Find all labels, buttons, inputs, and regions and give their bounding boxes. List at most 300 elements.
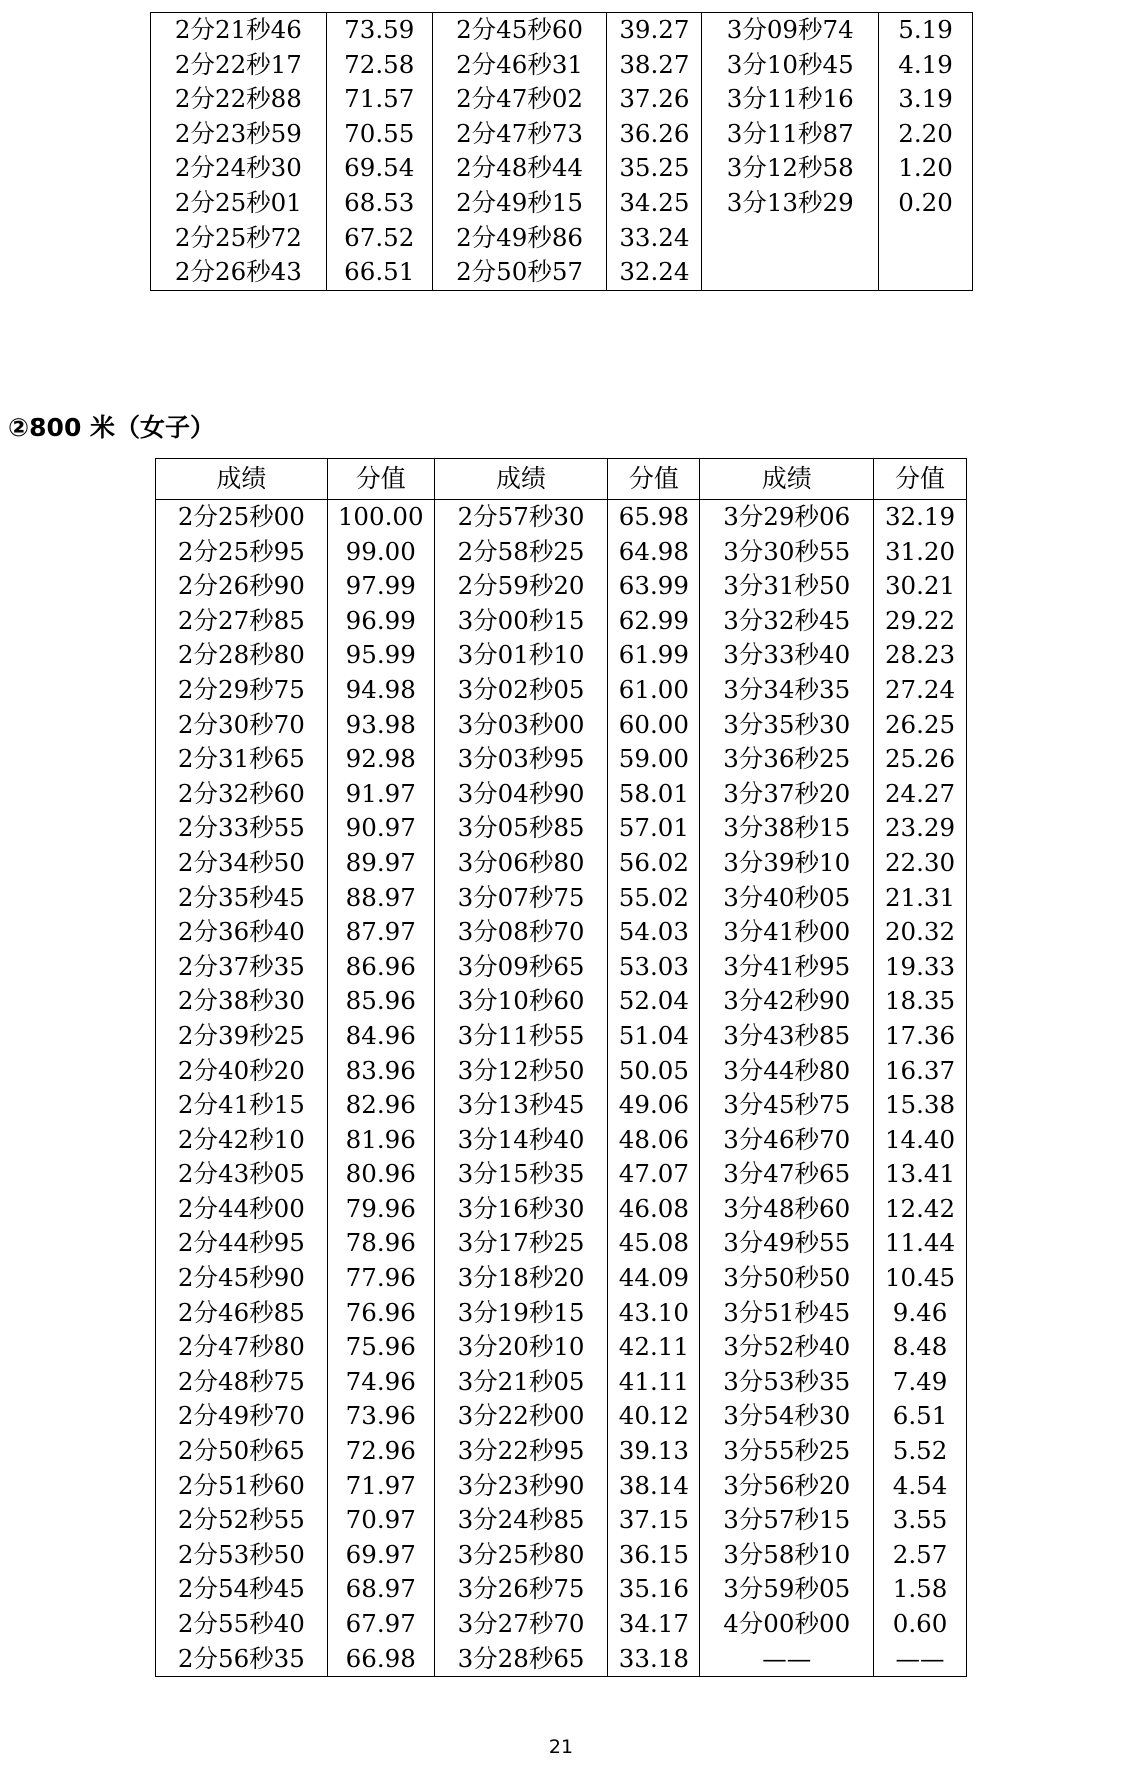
points-cell: 96.99 (327, 604, 434, 639)
table-row (156, 1607, 967, 1642)
points-cell: 16.37 (874, 1054, 967, 1089)
time-cell (702, 221, 879, 256)
header-points: 分值 (608, 459, 700, 500)
points-cell: 43.10 (608, 1296, 700, 1331)
points-cell: 92.98 (327, 742, 434, 777)
time-cell: 2分26秒90 (156, 569, 328, 604)
table-row (156, 1330, 967, 1365)
time-cell: 3分00秒15 (434, 604, 608, 639)
points-cell: 72.58 (326, 48, 432, 83)
time-cell: 3分41秒95 (700, 950, 874, 985)
points-cell: 51.04 (608, 1019, 700, 1054)
points-cell: 100.00 (327, 500, 434, 535)
points-cell: 94.98 (327, 673, 434, 708)
points-cell: 61.99 (608, 638, 700, 673)
points-cell: 69.97 (327, 1538, 434, 1573)
table-row (156, 708, 967, 743)
time-cell: 3分06秒80 (434, 846, 608, 881)
points-cell: 67.52 (326, 221, 432, 256)
time-cell: 2分50秒57 (432, 255, 607, 290)
time-cell: 3分37秒20 (700, 777, 874, 812)
time-cell: 3分47秒65 (700, 1157, 874, 1192)
points-cell: 37.15 (608, 1503, 700, 1538)
points-cell: 6.51 (874, 1399, 967, 1434)
time-cell: 3分42秒90 (700, 984, 874, 1019)
table-row (156, 984, 967, 1019)
time-cell: 3分41秒00 (700, 915, 874, 950)
points-cell: 95.99 (327, 638, 434, 673)
time-cell: 3分03秒00 (434, 708, 608, 743)
points-cell: 79.96 (327, 1192, 434, 1227)
points-cell: —— (874, 1642, 967, 1677)
table-row (156, 1399, 967, 1434)
time-cell: 3分53秒35 (700, 1365, 874, 1400)
points-cell: 36.15 (608, 1538, 700, 1573)
points-cell: 93.98 (327, 708, 434, 743)
time-cell (702, 255, 879, 290)
table-row (156, 1503, 967, 1538)
time-cell: 2分49秒86 (432, 221, 607, 256)
points-cell (879, 255, 973, 290)
table-row (151, 186, 973, 221)
points-cell: 1.20 (879, 151, 973, 186)
points-cell: 20.32 (874, 915, 967, 950)
points-cell: 39.27 (607, 13, 702, 48)
time-cell: 2分33秒55 (156, 811, 328, 846)
table-row (156, 500, 967, 535)
time-cell: 3分07秒75 (434, 881, 608, 916)
points-cell (879, 221, 973, 256)
time-cell: 3分13秒45 (434, 1088, 608, 1123)
time-cell: 3分20秒10 (434, 1330, 608, 1365)
time-cell: 3分51秒45 (700, 1296, 874, 1331)
points-cell: 31.20 (874, 535, 967, 570)
time-cell: 3分09秒74 (702, 13, 879, 48)
time-cell: 2分48秒44 (432, 151, 607, 186)
points-cell: 2.57 (874, 1538, 967, 1573)
table-row (156, 950, 967, 985)
time-cell: 3分32秒45 (700, 604, 874, 639)
table-row (151, 48, 973, 83)
points-cell: 28.23 (874, 638, 967, 673)
time-cell: 2分49秒70 (156, 1399, 328, 1434)
time-cell: 3分43秒85 (700, 1019, 874, 1054)
table-row (156, 535, 967, 570)
points-cell: 3.19 (879, 82, 973, 117)
table-row (156, 742, 967, 777)
time-cell: 3分17秒25 (434, 1226, 608, 1261)
header-points: 分值 (874, 459, 967, 500)
points-cell: 68.97 (327, 1572, 434, 1607)
time-cell: 2分32秒60 (156, 777, 328, 812)
time-cell: 2分43秒05 (156, 1157, 328, 1192)
header-score: 成绩 (434, 459, 608, 500)
points-cell: 5.19 (879, 13, 973, 48)
time-cell: 2分41秒15 (156, 1088, 328, 1123)
section-title: ②800 米（女子） (8, 413, 216, 442)
points-cell: 66.98 (327, 1642, 434, 1677)
points-cell: 78.96 (327, 1226, 434, 1261)
time-cell: 2分38秒30 (156, 984, 328, 1019)
time-cell: 2分44秒00 (156, 1192, 328, 1227)
time-cell: 2分23秒59 (151, 117, 327, 152)
time-cell: 3分11秒55 (434, 1019, 608, 1054)
time-cell: 2分25秒95 (156, 535, 328, 570)
points-cell: 42.11 (608, 1330, 700, 1365)
time-cell: 2分34秒50 (156, 846, 328, 881)
time-cell: 3分28秒65 (434, 1642, 608, 1677)
time-cell: 2分47秒80 (156, 1330, 328, 1365)
table-row (156, 638, 967, 673)
points-cell: 77.96 (327, 1261, 434, 1296)
points-cell: 61.00 (608, 673, 700, 708)
points-cell: 36.26 (607, 117, 702, 152)
points-cell: 4.19 (879, 48, 973, 83)
time-cell: 3分56秒20 (700, 1469, 874, 1504)
points-cell: 13.41 (874, 1157, 967, 1192)
time-cell: 2分35秒45 (156, 881, 328, 916)
points-cell: 19.33 (874, 950, 967, 985)
table-row (151, 151, 973, 186)
time-cell: 2分26秒43 (151, 255, 327, 290)
points-cell: 58.01 (608, 777, 700, 812)
time-cell: 3分52秒40 (700, 1330, 874, 1365)
table-row (156, 1054, 967, 1089)
time-cell: 2分44秒95 (156, 1226, 328, 1261)
table-row (156, 1572, 967, 1607)
time-cell: 3分22秒00 (434, 1399, 608, 1434)
table-row (156, 811, 967, 846)
points-cell: 34.17 (608, 1607, 700, 1642)
points-cell: 22.30 (874, 846, 967, 881)
time-cell: 3分34秒35 (700, 673, 874, 708)
table-row (156, 1088, 967, 1123)
points-cell: 82.96 (327, 1088, 434, 1123)
time-cell: 3分55秒25 (700, 1434, 874, 1469)
table-row (156, 1642, 967, 1677)
time-cell: 3分46秒70 (700, 1123, 874, 1158)
points-cell: 33.24 (607, 221, 702, 256)
time-cell: 2分59秒20 (434, 569, 608, 604)
time-cell: 4分00秒00 (700, 1607, 874, 1642)
points-cell: 17.36 (874, 1019, 967, 1054)
score-table-continued-body (151, 13, 973, 291)
time-cell: 2分47秒02 (432, 82, 607, 117)
time-cell: 2分58秒25 (434, 535, 608, 570)
points-cell: 30.21 (874, 569, 967, 604)
time-cell: 2分29秒75 (156, 673, 328, 708)
time-cell: 3分54秒30 (700, 1399, 874, 1434)
points-cell: 47.07 (608, 1157, 700, 1192)
points-cell: 4.54 (874, 1469, 967, 1504)
time-cell: 2分52秒55 (156, 1503, 328, 1538)
points-cell: 12.42 (874, 1192, 967, 1227)
table-row (151, 117, 973, 152)
points-cell: 3.55 (874, 1503, 967, 1538)
time-cell: 2分21秒46 (151, 13, 327, 48)
points-cell: 81.96 (327, 1123, 434, 1158)
time-cell: 3分11秒87 (702, 117, 879, 152)
table-row (156, 1123, 967, 1158)
time-cell: 2分37秒35 (156, 950, 328, 985)
points-cell: 0.60 (874, 1607, 967, 1642)
time-cell: 3分29秒06 (700, 500, 874, 535)
points-cell: 32.24 (607, 255, 702, 290)
time-cell: 2分46秒31 (432, 48, 607, 83)
points-cell: 69.54 (326, 151, 432, 186)
points-cell: 67.97 (327, 1607, 434, 1642)
time-cell: 2分30秒70 (156, 708, 328, 743)
points-cell: 14.40 (874, 1123, 967, 1158)
time-cell: 3分23秒90 (434, 1469, 608, 1504)
time-cell: 3分05秒85 (434, 811, 608, 846)
points-cell: 84.96 (327, 1019, 434, 1054)
time-cell: 2分46秒85 (156, 1296, 328, 1331)
time-cell: 3分44秒80 (700, 1054, 874, 1089)
time-cell: 2分45秒90 (156, 1261, 328, 1296)
header-points: 分值 (327, 459, 434, 500)
points-cell: 62.99 (608, 604, 700, 639)
table-row (151, 255, 973, 290)
points-cell: 32.19 (874, 500, 967, 535)
points-cell: 76.96 (327, 1296, 434, 1331)
points-cell: 50.05 (608, 1054, 700, 1089)
time-cell: 3分12秒50 (434, 1054, 608, 1089)
time-cell: 2分47秒73 (432, 117, 607, 152)
points-cell: 63.99 (608, 569, 700, 604)
header-score: 成绩 (156, 459, 328, 500)
points-cell: 2.20 (879, 117, 973, 152)
time-cell: 3分49秒55 (700, 1226, 874, 1261)
points-cell: 49.06 (608, 1088, 700, 1123)
time-cell: 2分36秒40 (156, 915, 328, 950)
time-cell: 3分13秒29 (702, 186, 879, 221)
points-cell: 53.03 (608, 950, 700, 985)
table-row (156, 1192, 967, 1227)
points-cell: 56.02 (608, 846, 700, 881)
points-cell: 1.58 (874, 1572, 967, 1607)
time-cell: 2分57秒30 (434, 500, 608, 535)
points-cell: 35.25 (607, 151, 702, 186)
time-cell: 2分28秒80 (156, 638, 328, 673)
time-cell: 3分40秒05 (700, 881, 874, 916)
points-cell: 57.01 (608, 811, 700, 846)
points-cell: 90.97 (327, 811, 434, 846)
points-cell: 29.22 (874, 604, 967, 639)
points-cell: 73.96 (327, 1399, 434, 1434)
points-cell: 10.45 (874, 1261, 967, 1296)
time-cell: 3分16秒30 (434, 1192, 608, 1227)
points-cell: 24.27 (874, 777, 967, 812)
points-cell: 48.06 (608, 1123, 700, 1158)
time-cell: 3分58秒10 (700, 1538, 874, 1573)
score-table-800m-women-body (156, 500, 967, 1677)
time-cell: 3分02秒05 (434, 673, 608, 708)
points-cell: 54.03 (608, 915, 700, 950)
points-cell: 40.12 (608, 1399, 700, 1434)
points-cell: 55.02 (608, 881, 700, 916)
time-cell: 2分25秒72 (151, 221, 327, 256)
time-cell: 3分36秒25 (700, 742, 874, 777)
time-cell: 3分59秒05 (700, 1572, 874, 1607)
points-cell: 86.96 (327, 950, 434, 985)
points-cell: 99.00 (327, 535, 434, 570)
table-row (151, 82, 973, 117)
time-cell: 2分48秒75 (156, 1365, 328, 1400)
time-cell: 3分08秒70 (434, 915, 608, 950)
points-cell: 27.24 (874, 673, 967, 708)
time-cell: 2分22秒88 (151, 82, 327, 117)
time-cell: 3分10秒60 (434, 984, 608, 1019)
table-row (156, 673, 967, 708)
points-cell: 71.57 (326, 82, 432, 117)
points-cell: 44.09 (608, 1261, 700, 1296)
points-cell: 8.48 (874, 1330, 967, 1365)
time-cell: 3分33秒40 (700, 638, 874, 673)
time-cell: 3分19秒15 (434, 1296, 608, 1331)
time-cell: 2分50秒65 (156, 1434, 328, 1469)
table-row (156, 1296, 967, 1331)
points-cell: 46.08 (608, 1192, 700, 1227)
time-cell: 3分35秒30 (700, 708, 874, 743)
points-cell: 9.46 (874, 1296, 967, 1331)
points-cell: 59.00 (608, 742, 700, 777)
table-row (156, 777, 967, 812)
header-score: 成绩 (700, 459, 874, 500)
table-row (156, 881, 967, 916)
time-cell: 2分25秒00 (156, 500, 328, 535)
time-cell: 3分30秒55 (700, 535, 874, 570)
time-cell: —— (700, 1642, 874, 1677)
time-cell: 2分40秒20 (156, 1054, 328, 1089)
points-cell: 87.97 (327, 915, 434, 950)
score-table-continued (150, 12, 973, 291)
points-cell: 66.51 (326, 255, 432, 290)
table-row (156, 1469, 967, 1504)
points-cell: 65.98 (608, 500, 700, 535)
points-cell: 34.25 (607, 186, 702, 221)
time-cell: 3分26秒75 (434, 1572, 608, 1607)
points-cell: 97.99 (327, 569, 434, 604)
time-cell: 2分55秒40 (156, 1607, 328, 1642)
points-cell: 25.26 (874, 742, 967, 777)
time-cell: 2分27秒85 (156, 604, 328, 639)
time-cell: 3分48秒60 (700, 1192, 874, 1227)
table-row (156, 1261, 967, 1296)
points-cell: 23.29 (874, 811, 967, 846)
points-cell: 38.14 (608, 1469, 700, 1504)
points-cell: 73.59 (326, 13, 432, 48)
points-cell: 91.97 (327, 777, 434, 812)
points-cell: 85.96 (327, 984, 434, 1019)
points-cell: 74.96 (327, 1365, 434, 1400)
time-cell: 3分18秒20 (434, 1261, 608, 1296)
points-cell: 5.52 (874, 1434, 967, 1469)
table-row (156, 1157, 967, 1192)
points-cell: 41.11 (608, 1365, 700, 1400)
time-cell: 3分09秒65 (434, 950, 608, 985)
time-cell: 2分49秒15 (432, 186, 607, 221)
points-cell: 11.44 (874, 1226, 967, 1261)
points-cell: 52.04 (608, 984, 700, 1019)
points-cell: 38.27 (607, 48, 702, 83)
table-row (156, 604, 967, 639)
time-cell: 3分14秒40 (434, 1123, 608, 1158)
points-cell: 7.49 (874, 1365, 967, 1400)
table-row (156, 915, 967, 950)
time-cell: 2分51秒60 (156, 1469, 328, 1504)
time-cell: 3分50秒50 (700, 1261, 874, 1296)
time-cell: 3分24秒85 (434, 1503, 608, 1538)
table-row (156, 1226, 967, 1261)
time-cell: 3分04秒90 (434, 777, 608, 812)
table-row (156, 1538, 967, 1573)
points-cell: 68.53 (326, 186, 432, 221)
points-cell: 83.96 (327, 1054, 434, 1089)
time-cell: 3分39秒10 (700, 846, 874, 881)
points-cell: 45.08 (608, 1226, 700, 1261)
time-cell: 2分56秒35 (156, 1642, 328, 1677)
time-cell: 3分22秒95 (434, 1434, 608, 1469)
time-cell: 3分27秒70 (434, 1607, 608, 1642)
time-cell: 3分15秒35 (434, 1157, 608, 1192)
points-cell: 35.16 (608, 1572, 700, 1607)
time-cell: 3分25秒80 (434, 1538, 608, 1573)
page-number: 21 (548, 1736, 574, 1758)
table-row (151, 221, 973, 256)
points-cell: 26.25 (874, 708, 967, 743)
time-cell: 2分45秒60 (432, 13, 607, 48)
points-cell: 70.97 (327, 1503, 434, 1538)
table-row (156, 1434, 967, 1469)
points-cell: 60.00 (608, 708, 700, 743)
points-cell: 18.35 (874, 984, 967, 1019)
points-cell: 37.26 (607, 82, 702, 117)
score-table-800m-women (155, 458, 967, 1677)
points-cell: 33.18 (608, 1642, 700, 1677)
points-cell: 0.20 (879, 186, 973, 221)
points-cell: 15.38 (874, 1088, 967, 1123)
time-cell: 3分45秒75 (700, 1088, 874, 1123)
points-cell: 70.55 (326, 117, 432, 152)
points-cell: 88.97 (327, 881, 434, 916)
points-cell: 80.96 (327, 1157, 434, 1192)
time-cell: 3分03秒95 (434, 742, 608, 777)
time-cell: 2分39秒25 (156, 1019, 328, 1054)
time-cell: 2分22秒17 (151, 48, 327, 83)
time-cell: 3分31秒50 (700, 569, 874, 604)
time-cell: 2分54秒45 (156, 1572, 328, 1607)
points-cell: 21.31 (874, 881, 967, 916)
table-row (156, 846, 967, 881)
points-cell: 89.97 (327, 846, 434, 881)
table-row (156, 1019, 967, 1054)
time-cell: 2分25秒01 (151, 186, 327, 221)
time-cell: 3分10秒45 (702, 48, 879, 83)
points-cell: 39.13 (608, 1434, 700, 1469)
table-row (156, 569, 967, 604)
time-cell: 3分57秒15 (700, 1503, 874, 1538)
points-cell: 71.97 (327, 1469, 434, 1504)
time-cell: 2分53秒50 (156, 1538, 328, 1573)
points-cell: 75.96 (327, 1330, 434, 1365)
points-cell: 72.96 (327, 1434, 434, 1469)
time-cell: 3分21秒05 (434, 1365, 608, 1400)
time-cell: 3分01秒10 (434, 638, 608, 673)
time-cell: 3分12秒58 (702, 151, 879, 186)
time-cell: 2分31秒65 (156, 742, 328, 777)
points-cell: 64.98 (608, 535, 700, 570)
